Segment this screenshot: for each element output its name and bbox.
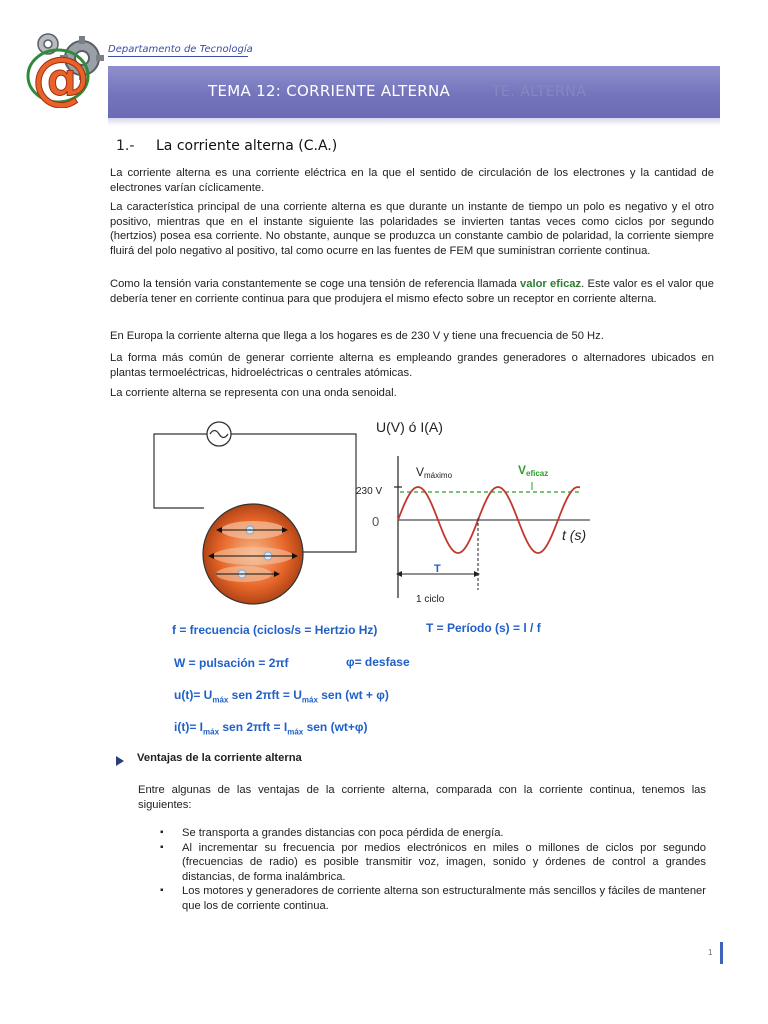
period-arrow-right <box>474 571 480 577</box>
period-label: T <box>434 563 441 575</box>
header-band-shadow <box>108 118 720 126</box>
tick-230v: 230 V <box>356 486 383 497</box>
page-number-bar <box>720 942 723 964</box>
page-title: TEMA 12: CORRIENTE ALTERNA <box>208 82 451 100</box>
paragraph-3 <box>110 277 714 306</box>
conductor-cross-section <box>203 504 303 604</box>
time-axis-label: t (s) <box>562 527 587 543</box>
page-number: 1 <box>708 948 713 957</box>
paragraph-3-end: . Este valor es el valor que debería tener en corriente continua para que produjera el mismo efecto sobre un receptor en corriente alterna. <box>110 278 714 305</box>
ventajas-intro: Entre algunas de las ventajas de la corriente alterna, comparada con la corriente continua, tenemos las siguientes: <box>138 784 706 811</box>
svg-text:@: @ <box>32 44 90 108</box>
paragraph-5: La forma más común de generar corriente alterna es empleando grandes generadores o alternadores ubicados en plantas termoeléctricas, hidroeléctricas o centrales atómicas. <box>110 352 714 379</box>
page-title-ghost: TE. ALTERNA <box>492 84 587 100</box>
list-item: ▪ Los motores y generadores de corriente alterna son estructuralmente más sencillos y fáciles de mantener que los de corriente continua. <box>160 884 706 913</box>
paragraph-3-start: Como la tensión varia constantemente se coge una tensión de referencia llamada <box>110 278 517 290</box>
ventajas-title: Ventajas de la corriente alterna <box>137 752 302 764</box>
valor-eficaz-highlight: valor eficaz <box>520 278 582 290</box>
formula-pulsation: W = pulsación = 2πf <box>174 656 289 670</box>
formula-voltage: $u(t)= U_{máx}$ sen $2\pi ft = U_{máx}$ sen (wt + φ) <box>174 688 389 705</box>
ac-diagram <box>150 412 610 612</box>
paragraph-2: La característica principal de una corriente alterna es que durante un instante de tiempo un polo es negativo y el otro positivo, mientras que en el instante siguiente las polaridades se invierten tantas veces como ciclos por segundo (hertzios) posea esa corriente. No obstante, aunque se produzca un constante cambio de polaridad, la corriente siempre fluirá del polo negativo al positivo, tal como ocurre en las fuentes de FEM que suministran corriente continua. <box>110 201 714 257</box>
axis-title: U(V) ó I(A) <box>376 419 443 435</box>
paragraph-6: La corriente alterna se representa con una onda senoidal. <box>110 387 397 399</box>
department-underline <box>108 56 248 57</box>
vmax-label: Vmáximo <box>416 465 453 480</box>
department-name: Departamento de Tecnología <box>108 44 253 55</box>
triangle-bullet-icon <box>116 756 124 766</box>
period-arrow-left <box>396 571 402 577</box>
paragraph-1: La corriente alterna es una corriente eléctrica en la que el sentido de circulación de los electrones y la cantidad de electrones varían cíclicamente. <box>110 167 714 194</box>
department-logo <box>24 28 106 108</box>
tick-zero: 0 <box>372 514 380 529</box>
sine-chart <box>356 419 590 605</box>
list-item: ▪ Al incrementar su frecuencia por medios electrónicos en miles o millones de ciclos por segundo (frecuencias de radio) es posible transmitir voz, imagen, sonido y órdenes de control a grandes distancias, de forma inalámbrica. <box>160 841 706 885</box>
vef-label: Veficaz <box>518 463 549 478</box>
section-title: La corriente alterna (C.A.) <box>156 138 338 154</box>
ventajas-list <box>160 826 706 913</box>
formula-frequency: f = frecuencia (ciclos/s = Hertzio Hz) <box>172 623 378 637</box>
formula-phase: φ= desfase <box>346 655 410 669</box>
formula-period: T = Período (s) = l / f <box>426 621 541 635</box>
formula-current: $i(t)= I_{máx}$ sen $2\pi ft = I_{máx}$ sen (wt+φ) <box>174 720 368 737</box>
ac-source-icon <box>207 422 231 446</box>
section-number: 1.- <box>116 138 135 154</box>
list-item: ▪ Se transporta a grandes distancias con poca pérdida de energía. <box>160 826 706 841</box>
paragraph-4: En Europa la corriente alterna que llega a los hogares es de 230 V y tiene una frecuencia de 50 Hz. <box>110 330 604 342</box>
cycle-label: 1 ciclo <box>416 594 445 605</box>
